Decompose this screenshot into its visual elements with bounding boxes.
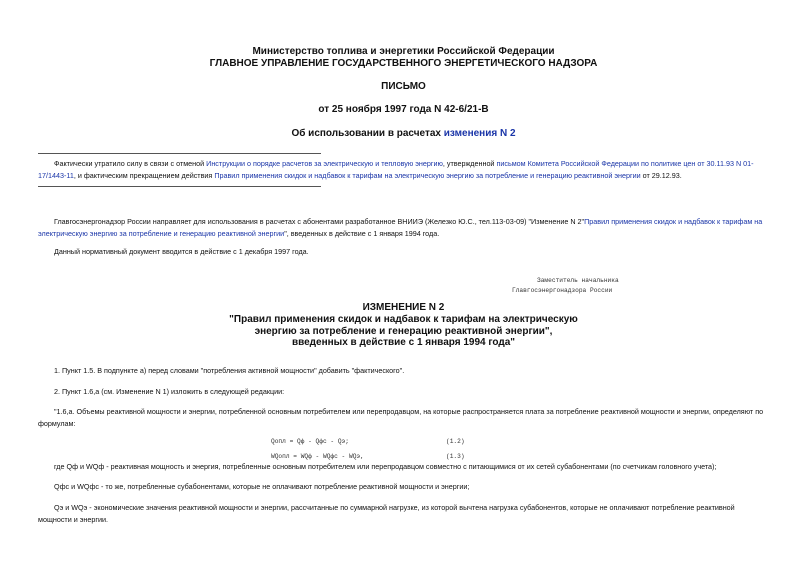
definition-qe: Qэ и WQэ - экономические значения реактивной мощности и энергии, рассчитанные по суммарной нагрузке, из которой вычтена нагрузка субабонентов, которые не оплачивают потребление реактивной мощности и энергии. <box>38 503 735 524</box>
doc-subject-text: Об использовании в расчетах <box>291 128 444 139</box>
effective-date-paragraph: Данный нормативный документ вводится в действие с 1 декабря 1997 года. <box>54 247 309 256</box>
intro-paragraph <box>38 216 770 240</box>
department-title: ГЛАВНОЕ УПРАВЛЕНИЕ ГОСУДАРСТВЕННОГО ЭНЕРГЕТИЧЕСКОГО НАДЗОРА <box>209 58 598 69</box>
note-bottom-rule <box>38 186 321 187</box>
definition-qfs: Qфс и WQфс - то же, потребленные субабонентами, которые не оплачивают потребление реактивной мощности и энергии; <box>54 482 470 491</box>
instruction-link[interactable]: Инструкции о порядке расчетов за электрическую и тепловую энергию <box>206 159 443 168</box>
change-item-2: 2. Пункт 1.6,а (см. Изменение N 1) изложить в следующей редакции: <box>54 387 285 396</box>
intro-text-1: Главгосэнергонадзор России направляет для использования в расчетах с абонентами разработанное ВНИИЭ (Железко Ю.С., тел.113-03-09) "Изменение N 2" <box>54 217 585 226</box>
change-title: ИЗМЕНЕНИЕ N 2 <box>362 302 445 313</box>
change-title-line-2: "Правил применения скидок и надбавок к тарифам на электрическую <box>229 314 578 325</box>
price-committee-letter-link[interactable]: письмом Комитета Российской Федерации по политике цен от 30.11.93 N 01-17/1443-11 <box>38 159 754 180</box>
change-item-1: 1. Пункт 1.5. В подпункте а) перед словами "потребления активной мощности" добавить "фактического". <box>54 366 405 375</box>
doc-subject <box>0 128 807 140</box>
signature-organization: Главгосэнергонадзора России <box>512 287 613 294</box>
definition-qf: где Qф и WQф - реактивная мощность и энергия, потребленные основным потребителем или перепродавцом совместно с питающимися от их сетей субабонентами (по счетчикам головного учета); <box>54 462 717 471</box>
intro-text-2: ", введенных в действие с 1 января 1994 года. <box>284 229 440 238</box>
repeal-note <box>38 158 770 182</box>
formula-1-3: WQопл = WQф - WQфс - WQэ, <box>271 453 364 460</box>
doc-date-number: от 25 ноября 1997 года N 42-6/21-В <box>318 104 489 115</box>
change-2-link[interactable]: изменения N 2 <box>443 128 516 139</box>
signature-position: Заместитель начальника <box>537 277 619 284</box>
repeal-note-text-3: , и фактическим прекращением действия <box>73 171 215 180</box>
rules-link[interactable]: Правил применения скидок и надбавок к тарифам на электрическую энергию за потребление и генерацию реактивной энергии <box>214 171 641 180</box>
rules-link-body[interactable]: Правил применения скидок и надбавок к тарифам на электрическую энергию за потребление и генерацию реактивной энергии <box>38 217 763 238</box>
change-title-line-4: введенных в действие с 1 января 1994 года" <box>291 337 516 348</box>
formula-1-2-number: (1.2) <box>446 438 465 445</box>
doc-type: ПИСЬМО <box>381 81 426 92</box>
change-title-line-3: энергию за потребление и генерацию реактивной энергии", <box>254 326 553 337</box>
ministry-title: Министерство топлива и энергетики Российской Федерации <box>252 46 555 57</box>
note-top-rule <box>38 153 321 154</box>
new-wording-paragraph: "1.6,а. Объемы реактивной мощности и энергии, потребленной основным потребителем или перепродавцом, на которые распространяется плата за потребление реактивной мощности и энергии, определяют по формулам: <box>38 407 764 428</box>
repeal-note-text-4: от 29.12.93. <box>640 171 682 180</box>
repeal-note-text-2: , утвержденной <box>442 159 497 168</box>
formula-1-2: Qопл = Qф - Qфс - Qэ; <box>271 438 349 445</box>
formula-1-3-number: (1.3) <box>446 453 465 460</box>
repeal-note-text-1: Фактически утратило силу в связи с отменой <box>54 159 207 168</box>
